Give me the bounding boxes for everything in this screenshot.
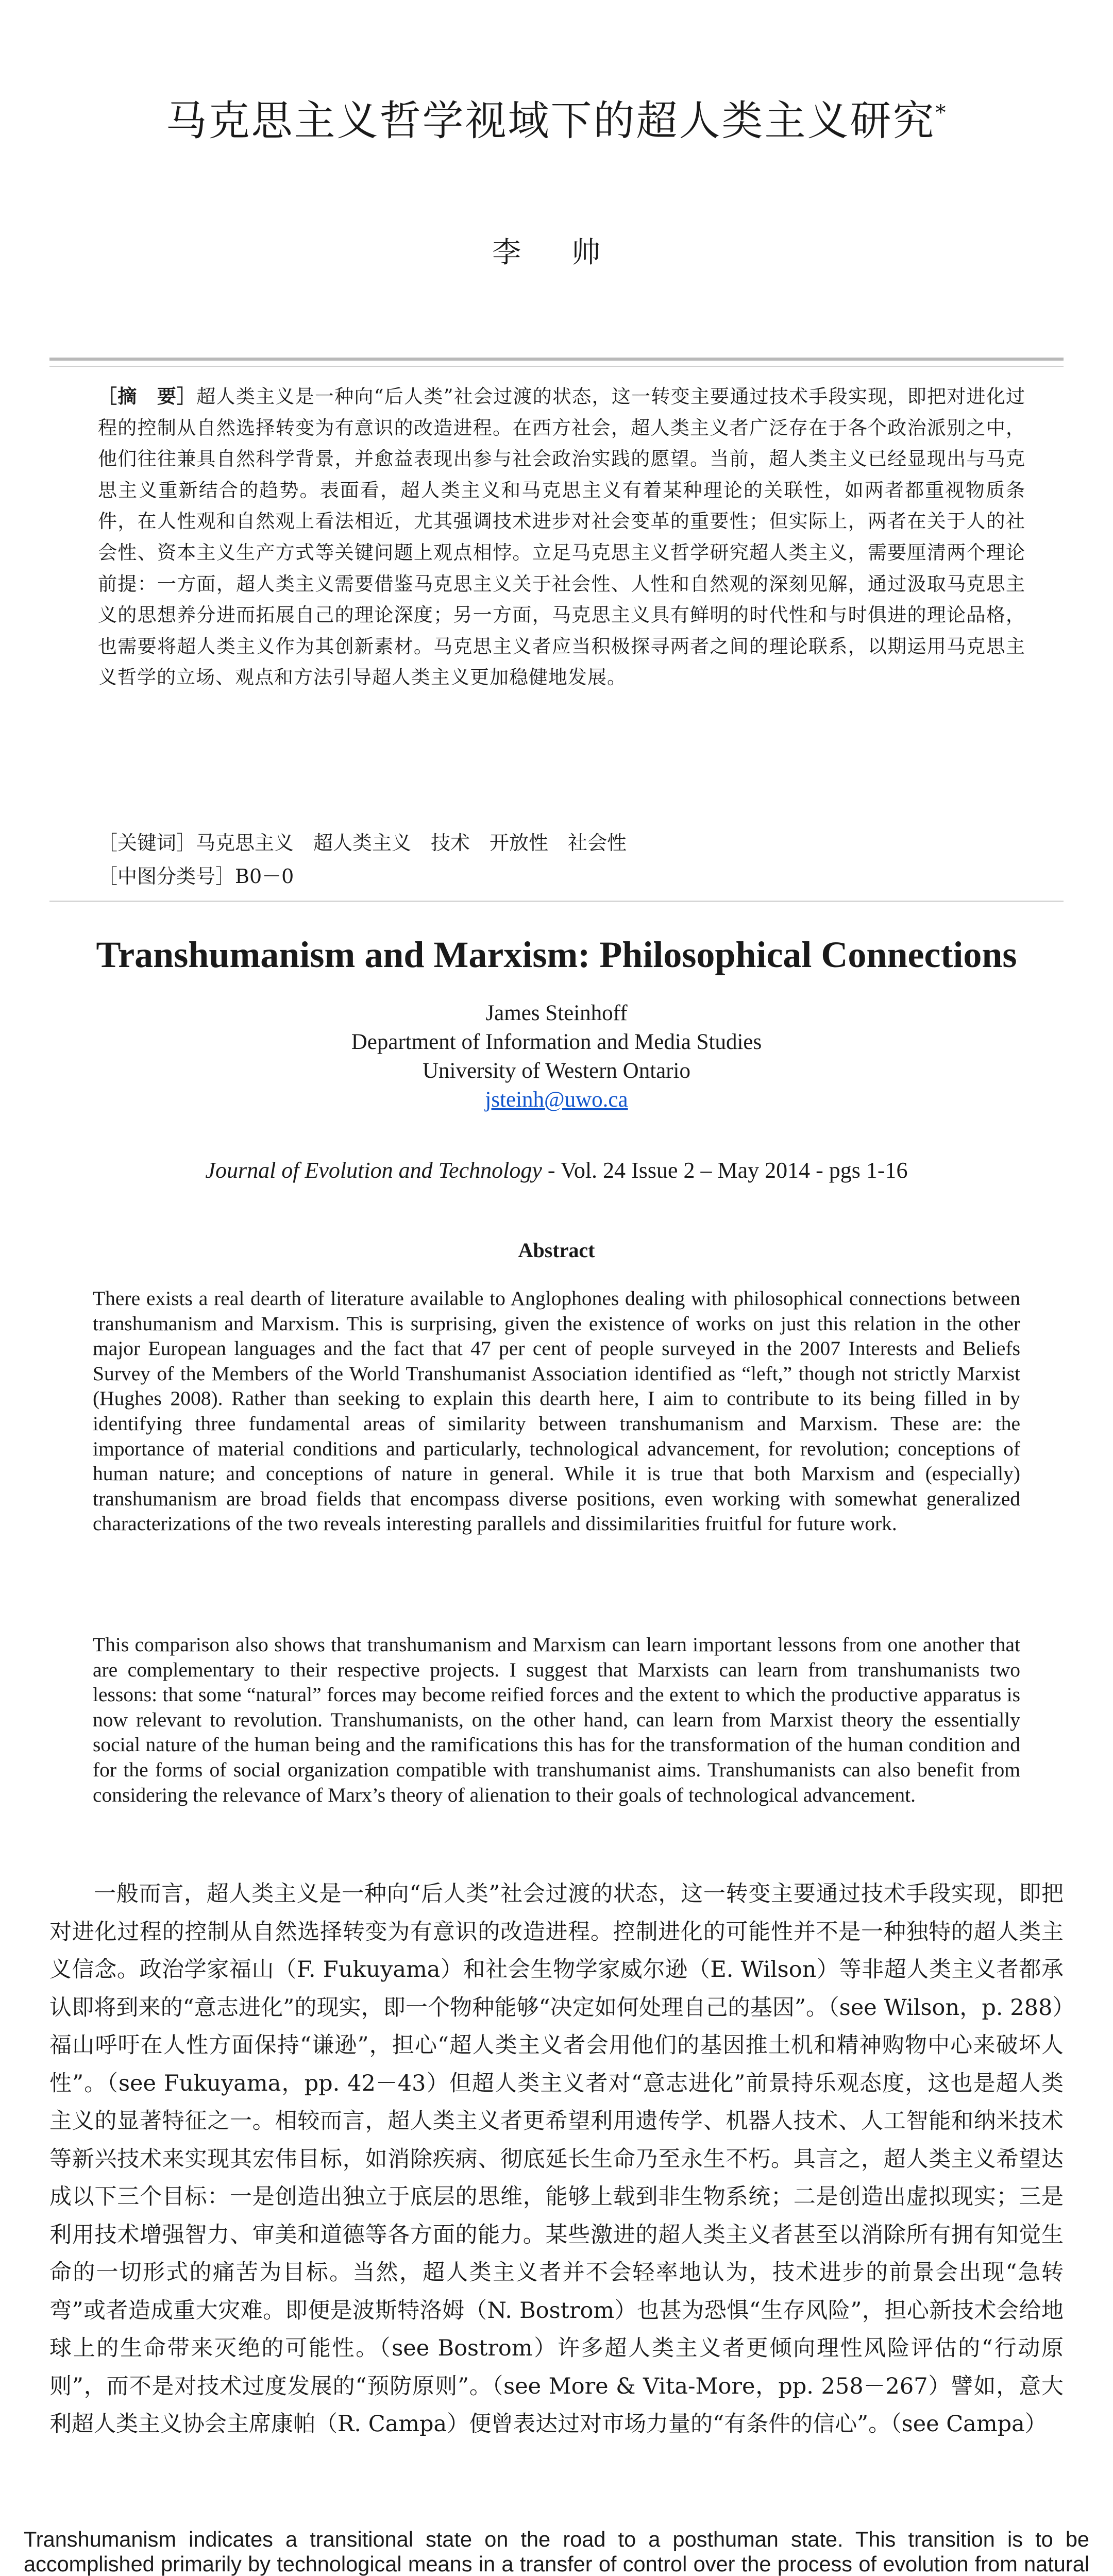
cn-author: 李 帅 <box>492 236 621 269</box>
abstract-top-rule-thin <box>49 366 1064 367</box>
cn-title-footnote-mark: * <box>935 101 948 125</box>
en-journal-citation <box>0 1157 1113 1183</box>
cn-abstract <box>98 381 1025 693</box>
en-body-paragraph-1 <box>24 2527 1089 2576</box>
cn-classification <box>98 860 1025 889</box>
en-journal-name: Journal of Evolution and Technology <box>205 1158 542 1183</box>
cn-keywords <box>98 827 1025 855</box>
en-abstract-paragraph-1: There exists a real dearth of literature available to Anglophones dealing with philosophical connections between transhumanism and Marxism. This is surprising, given the existence of works on just this relation in the other major European languages and the fact that 47 per cent of people surveyed in the 2007 Interests and Beliefs Survey of the Members of the World Transhumanist Association identified as “left,” though not strictly Marxist (Hughes 2008). Rather than seeking to explain this dearth here, I aim to contribute to its being filled in by identifying three fundamental areas of similarity between transhumanism and Marxism. These are: the importance of material conditions and particularly, technological advancement, for revolution; conceptions of human nature; and conceptions of nature in general. While it is true that both Marxism and (especially) transhumanism are broad fields that encompass diverse positions, even working with somewhat generalized characterizations of the two reveals interesting parallels and dissimilarities fruitful for future work. <box>93 1287 1020 1535</box>
cn-body-paragraph: 一般而言，超人类主义是一种向“后人类”社会过渡的状态，这一转变主要通过技术手段实现，即把对进化过程的控制从自然选择转变为有意识的改造进程。控制进化的可能性并不是一种独特的超人类主义信念。政治学家福山（F. Fukuyama）和社会生物学家威尔逊（E. Wilson）等非超人类主义者都承认即将到来的“意志进化”的现实，即一个物种能够“决定如何处理自己的基因”。（see Wilson，p. 288）福山呼吁在人性方面保持“谦逊”，担心“超人类主义者会用他们的基因推土机和精神购物中心来破坏人性”。（see Fukuyama，pp. 42－43）但超人类主义者对“意志进化”前景持乐观态度，这也是超人类主义的显著特征之一。相较而言，超人类主义者更希望利用遗传学、机器人技术、人工智能和纳米技术等新兴技术来实现其宏伟目标，如消除疾病、彻底延长生命乃至永生不朽。具言之，超人类主义希望达成以下三个目标：一是创造出独立于底层的思维，能够上载到非生物系统；二是创造出虚拟现实；三是利用技术增强智力、审美和道德等各方面的能力。某些激进的超人类主义者甚至以消除所有拥有知觉生命的一切形式的痛苦为目标。当然，超人类主义者并不会轻率地认为，技术进步的前景会出现“急转弯”或者造成重大灾难。即便是波斯特洛姆（N. Bostrom）也甚为恐惧“生存风险”，担心新技术会给地球上的生命带来灭绝的可能性。（see Bostrom）许多超人类主义者更倾向理性风险评估的“行动原则”，而不是对技术过度发展的“预防原则”。（see More & Vita-More，pp. 258－267）譬如，意大利超人类主义协会主席康帕（R. Campa）便曾表达过对市场力量的“有条件的信心”。（see Campa） <box>49 1881 1064 2437</box>
abstract-top-rule <box>49 358 1064 361</box>
en-email-link[interactable]: jsteinh@uwo.ca <box>485 1088 628 1112</box>
cn-keywords-label: ［关键词］ <box>98 832 196 854</box>
en-abstract-paragraph-2: This comparison also shows that transhumanism and Marxism can learn important lessons from one another that are complementary to their respective projects. I suggest that Marxists can learn from transhumanists two lessons: that some “natural” forces may become reified forces and the extent to which the productive apparatus is now relevant to revolution. Transhumanists, on the other hand, can learn from Marxist theory the essentially social nature of the human being and the ramifications this has for the transformation of the human condition and for the forms of social organization compatible with transhumanist aims. Transhumanists can also benefit from considering the relevance of Marx’s theory of alienation to their goals of technological advancement. <box>93 1633 1020 1806</box>
abstract-bottom-rule <box>49 901 1064 902</box>
cn-abstract-text: 超人类主义是一种向“后人类”社会过渡的状态，这一转变主要通过技术手段实现，即把对进化过程的控制从自然选择转变为有意识的改造进程。在西方社会，超人类主义者广泛存在于各个政治派别之中，他们往往兼具自然科学背景，并愈益表现出参与社会政治实践的愿望。当前，超人类主义已经显现出与马克思主义重新结合的趋势。表面看，超人类主义和马克思主义有着某种理论的关联性，如两者都重视物质条件，在人性观和自然观上看法相近，尤其强调技术进步对社会变革的重要性；但实际上，两者在关于人的社会性、资本主义生产方式等关键问题上观点相悖。立足马克思主义哲学研究超人类主义，需要厘清两个理论前提：一方面，超人类主义需要借鉴马克思主义关于社会性、人性和自然观的深刻见解，通过汲取马克思主义的思想养分进而拓展自己的理论深度；另一方面，马克思主义具有鲜明的时代性和与时俱进的理论品格，也需要将超人类主义作为其创新素材。马克思主义者应当积极探寻两者之间的理论联系，以期运用马克思主义哲学的立场、观点和方法引导超人类主义更加稳健地发展。 <box>98 385 1025 689</box>
cn-abstract-label: ［摘 要］ <box>98 385 197 408</box>
en-university: University of Western Ontario <box>423 1059 690 1083</box>
en-author: James Steinhoff <box>485 1001 628 1025</box>
cn-keywords-text: 马克思主义 超人类主义 技术 开放性 社会性 <box>196 832 627 854</box>
cn-article-title <box>0 88 1113 147</box>
cn-classification-value: B0－0 <box>235 865 294 888</box>
cn-title-text: 马克思主义哲学视域下的超人类主义研究 <box>165 97 936 145</box>
en-article-title: Transhumanism and Marxism: Philosophical Connections <box>96 934 1017 975</box>
en-department: Department of Information and Media Studies <box>351 1030 762 1054</box>
en-journal-issue: - Vol. 24 Issue 2 – May 2014 - pgs 1-16 <box>542 1158 908 1183</box>
en-body-p1-part-a: Transhumanism indicates a transitional state on the road to a posthuman state. This transition is to be accomplished primarily by technological means in a transfer of control over the process of evolution from natural <box>24 2527 1089 2576</box>
en-abstract-heading: Abstract <box>518 1239 595 1262</box>
cn-classification-label: ［中图分类号］ <box>98 865 235 888</box>
